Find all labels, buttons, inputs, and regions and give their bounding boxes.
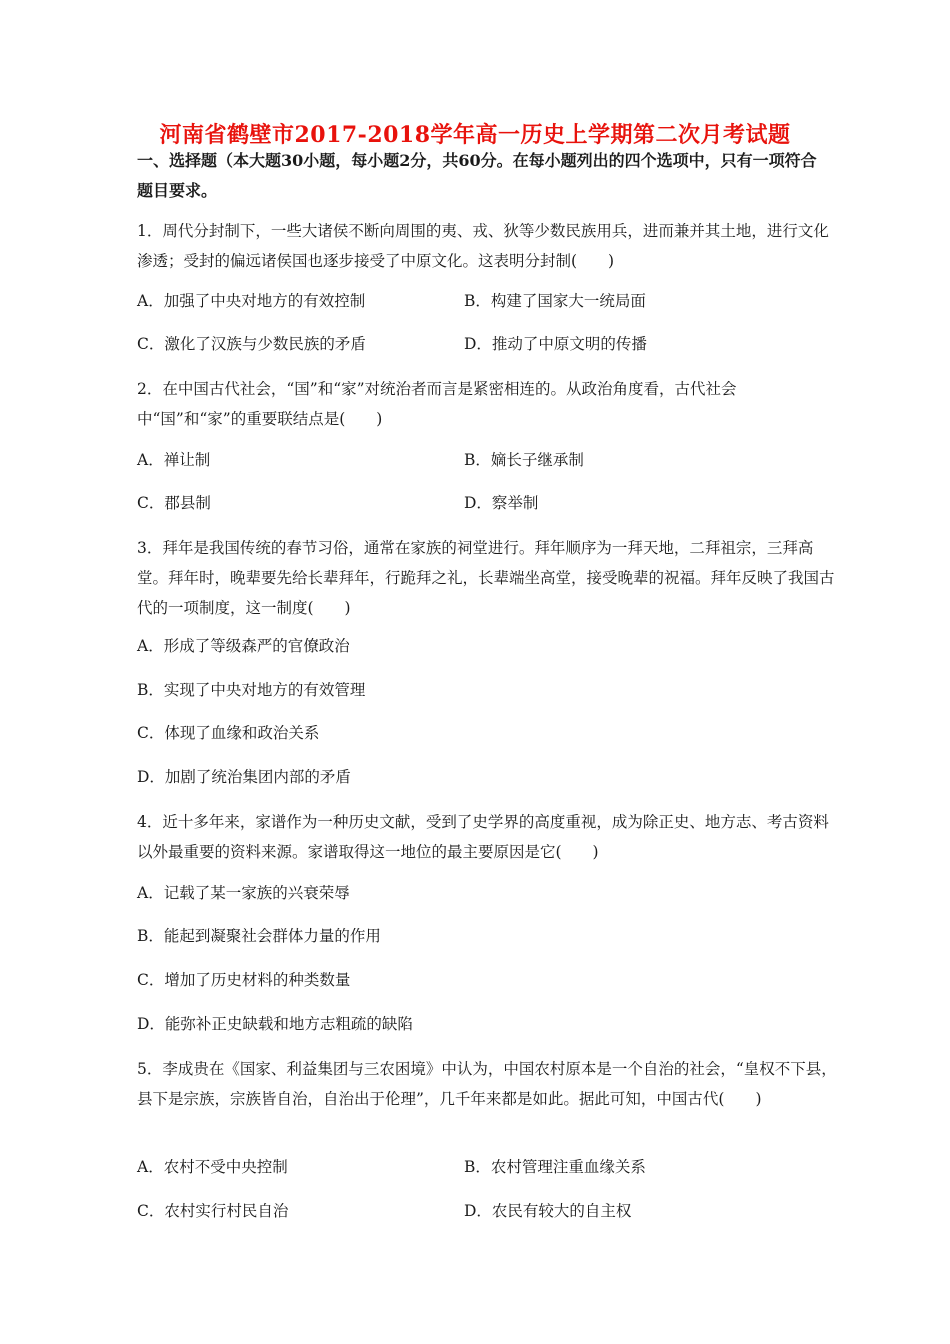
question-3-stem: 3．拜年是我国传统的春节习俗，通常在家族的祠堂进行。拜年顺序为一拜天地，二拜祖宗，三拜高堂。拜年时，晚辈要先给长辈拜年，行跪拜之礼，长辈端坐高堂，接受晚辈的祝福。拜年反映了我国古代的一项制度，这一制度( ) — [137, 539, 835, 617]
question-4-option-a: A．记载了某一家族的兴衰荣辱 — [137, 884, 350, 902]
question-1-option-a: A．加强了中央对地方的有效控制 — [137, 292, 366, 310]
question-5-stem: 5．李成贵在《国家、利益集团与三农困境》中认为，中国农村原本是一个自治的社会，“皇权不下县，县下是宗族，宗族皆自治，自治出于伦理”，几千年来都是如此。据此可知，中国古代( ) — [137, 1060, 837, 1108]
question-2-stem: 2．在中国古代社会，“国”和“家”对统治者而言是紧密相连的。从政治角度看，古代社会中“国”和“家”的重要联结点是( ) — [137, 380, 737, 428]
question-1-option-b: B．构建了国家大一统局面 — [464, 292, 646, 310]
question-3-option-b: B．实现了中央对地方的有效管理 — [137, 681, 366, 699]
question-2-option-c: C．郡县制 — [137, 494, 211, 512]
question-5-option-c: C．农村实行村民自治 — [137, 1202, 289, 1220]
question-2-option-a: A．禅让制 — [137, 451, 211, 469]
exam-title: 河南省鹤壁市2017-2018学年高一历史上学期第二次月考试题 — [159, 122, 791, 148]
question-3-option-c: C．体现了血缘和政治关系 — [137, 724, 320, 742]
question-4-stem: 4．近十多年来，家谱作为一种历史文献，受到了史学界的高度重视，成为除正史、地方志、考古资料以外最重要的资料来源。家谱取得这一地位的最主要原因是它( ) — [137, 813, 829, 861]
question-3-option-d: D．加剧了统治集团内部的矛盾 — [137, 768, 351, 786]
question-2-option-b: B．嫡长子继承制 — [464, 451, 584, 469]
question-5-option-a: A．农村不受中央控制 — [137, 1158, 288, 1176]
question-4-option-c: C．增加了历史材料的种类数量 — [137, 971, 351, 989]
question-3-option-a: A．形成了等级森严的官僚政治 — [137, 637, 350, 655]
section-heading: 一、选择题（本大题30小题，每小题2分，共60分。在每小题列出的四个选项中，只有一项符合题目要求。 — [137, 151, 817, 200]
question-5-option-d: D．农民有较大的自主权 — [464, 1202, 632, 1220]
question-1-option-c: C．激化了汉族与少数民族的矛盾 — [137, 335, 366, 353]
question-5-option-b: B．农村管理注重血缘关系 — [464, 1158, 646, 1176]
question-4-option-b: B．能起到凝聚社会群体力量的作用 — [137, 927, 381, 945]
question-2-option-d: D．察举制 — [464, 494, 539, 512]
question-1-option-d: D．推动了中原文明的传播 — [464, 335, 647, 353]
question-1-stem: 1．周代分封制下，一些大诸侯不断向周围的夷、戎、狄等少数民族用兵，进而兼并其土地，进行文化渗透；受封的偏远诸侯国也逐步接受了中原文化。这表明分封制( ) — [137, 222, 829, 270]
question-4-option-d: D．能弥补正史缺载和地方志粗疏的缺陷 — [137, 1015, 413, 1033]
